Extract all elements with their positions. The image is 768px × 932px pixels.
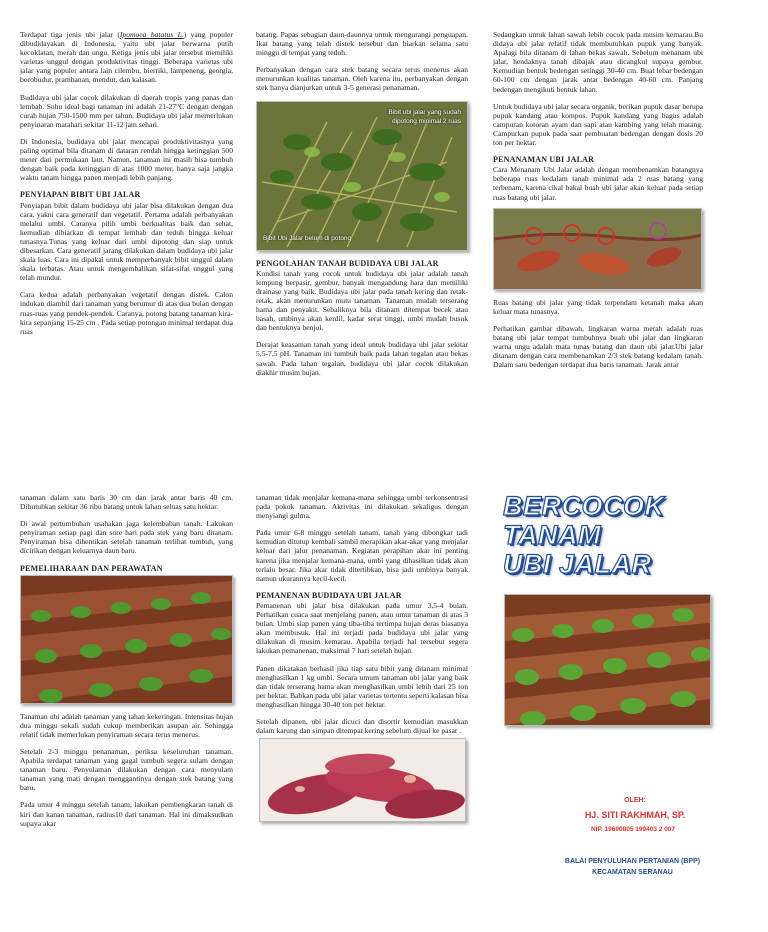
- species-name: Ipomoea batatus L.: [119, 30, 184, 39]
- organization-line-1: BALAI PENYULUHAN PERTANIAN (BPP): [564, 858, 701, 865]
- stem-nodes-image: [494, 209, 701, 289]
- seedling-caption-top: Bibit ubi jalar yang sudah dipotong minimal 2 ruas: [388, 108, 461, 125]
- field-paragraph: Sedangkan untuk lahan sawah lebih cocok pada musim kemarau.Bu didaya ubi jalar relatif tidak membutuhkan pupuk yang banyak. Apalagi bila ditanam di lahan bekas sawah. Sebelum menanam ubi jalar, hendaknya tanah dibajak atau dicangkul supaya gembur. Kemudian bentuk bedengan setinggi 30-40 cm. Buat lebar bedengan 60-100 cm dengan jarak antar bedengan 40-60 cm. Panjang bedengan mengikuti bentuk lahan.: [493, 30, 703, 94]
- altitude-paragraph: Di Indonesia, budidaya ubi jalar mencapai produktivitasnya yang paling optimal bila ditanam di dataran rendah hingga ketinggian 500 meter dari permukaan laut. Namun, tanaman ini masih bisa tumbuh dengan baik pada ketinggian di atas 1000 meter, hanya saja jangka waktu tanam hingga panen menjadi lebih panjang.: [20, 136, 233, 183]
- ph-paragraph: Derajat keasaman tanah yang ideal untuk budidaya ubi jalar sekitar 5,5-7,5 pH. Tanaman ini tumbuh baik pada lahan tegalan atau bekas sawah. Pada lahan tegalan, budidaya ubi jalar cocok dilakukan diakhir musim hujan.: [256, 340, 468, 377]
- diagram-paragraph: Perhatikan gambar dibawah, lingkaran warna merah adalah ruas batang ubi jalar tempat tumbuhnya buah ubi jalar dan lingkaran warna ungu adalah mata tunas batang dan daun ubi jalar.Ubi jalar ditanam dengan cara membenamkan 2/3 stek batang kedalam tanah. Dalam satu bedengan terdapat dua baris tanaman. Jarak antar: [493, 323, 703, 370]
- heading-planting: PENANAMAN UBI JALAR: [493, 155, 595, 165]
- weeding-paragraph: tanaman tidak menjalar kemana-mana sehingga umbi terkonsentrasi pada pokok tanaman. Aktivitas ini dilakukan sekaligus dengan menyiangi gulma.: [256, 493, 468, 521]
- author-name: HJ. SITI RAKHMAH, SP.: [584, 810, 686, 820]
- column-3: [493, 30, 703, 377]
- column-4: [20, 493, 233, 836]
- author-nip: NIP. 19690805 199403 2 007: [590, 826, 676, 833]
- field-rows-image: [21, 576, 232, 703]
- soil-paragraph: Kondisi tanah yang cocok untuk budidaya ubi jalar adalah tanah lempung berpasir, gembur, banyak mengandung hara dan memiliki drainase yang baik. Budidaya ubi jalar pada tanah kering dan retak-retak, akan menurunkan mutu tanaman. Tanaman mudah terserang hama dan penyakit. Sebaliknya bila ditanam ditempat becek atau basah, umbinya akan kerdil, kadar serat tinggi, umbi mudah busuk dan bentuknya benjol.: [256, 268, 468, 333]
- sweet-potato-image: [260, 739, 465, 821]
- drought-paragraph: Tanaman ubi adalah tanaman yang tahan kekeringan. Intensitas hujan dua minggu sekali sudah cukup memberikan asupan air. Sehingga relatif tidak memerlukan penyiraman secara terus menerus.: [20, 711, 233, 739]
- seed-prep-paragraph: Penyiapan bibit dalam budidaya ubi jalar bisa dilakukan dengan dua cara, yakni cara generatif dan vegetatif. Pertama adalah perbanyakan melalui umbi. Caranya pilih umbi berkualitas baik dan sehat, kemudian dibiarkan di tempat lembab dan teduh hingga keluar tunasnya.Tunas yang keluar dari umbi dipotong dan siap untuk dibesarkan. Cara generatif jarang dilakukan dalam budidaya ubi jalar skala luas. Cara ini dipakai untuk memperbanyak bibit unggul dalam skala terbatas. Atau untuk mengembalikan sifat-sifat unggul yang telah mundur.: [20, 200, 233, 283]
- fertilizer-paragraph: Untuk budidaya ubi jalar secara organik, berikan pupuk dasar berupa pupuk kandang atau kompos. Pupuk kandang yang bagus adalah campuran kotoran ayam dan sapi atau kambing yang telah matang. Campurkan pupuk pada saat pembuatan bedengan dengan dosis 20 ton per hektar.: [493, 101, 703, 148]
- column-2: [256, 30, 468, 385]
- cover-title-line-1: BERCOCOK TANAM: [503, 491, 665, 550]
- intro-paragraph: Terdapat tiga jenis ubi jalar (Ipomoea batatus L.) yang populer dibudidayakan di Indonesia, yaitu ubi jalar berwarna putih kecoklatan, merah dan ungu. Ketiga jenis ubi jalar tersebut memiliki varietas unggul dengan produktivitas tinggi. Beberapa varietas ubi jalar yang populer antara lain cilembu, bierriki, lampeneng, georgia, borobudur, prambanan, mendut, dan kalasan.: [20, 30, 233, 85]
- spacing-paragraph: tanaman dalam satu baris 30 cm dan jarak antar baris 40 cm. Dibutuhkan sekitar 36 ribu batang untuk lahan seluas satu hektar.: [20, 493, 233, 512]
- cover-photo: [504, 594, 711, 726]
- by-label: OLEH:: [624, 797, 646, 804]
- organization-line-2: KECAMATAN SERANAU: [592, 869, 673, 876]
- hilling-paragraph: Pada umur 4 minggu setelah tanam, lakukan pembengkaran tanah di kiri dan kanan tanaman, radius10 dari tanaman. Hal ini dimaksudkan supaya akar: [20, 800, 233, 828]
- harvest-paragraph: Pemanenan ubi jalar bisa dilakukan pada umur 3,5-4 bulan. Perhatikan cuaca saat menjelang panen, atau umur tanaman di atas 3 bulan. Umbi siap panen yang tiba-tiba tertimpa hujan deras biasanya akan membusuk. Hal ini terjadi pada budidaya ubi jalar yang dilakukan di musim kemarau. Apabila terjadi hal tersebut segera lakukan pemanenan, maksimal 7 hari setelah hujan.: [256, 600, 468, 656]
- generation-paragraph: Perbanyakan dengan cara stek batang secara terus menerus akan menurunkan kualitas tanaman. Oleh karena itu, perbanyakan dengan stek hanya dianjurkan untuk 3-5 generasi penanaman.: [256, 65, 468, 93]
- seedling-caption-bottom: Bibit Ubi Jalar belum di potong: [263, 235, 352, 243]
- stem-nodes-photo: [493, 208, 702, 290]
- watering-paragraph: Di awal pertumbuhan usahakan jaga kelembaban tanah. Lakukan penyiraman setiap pagi dan sore hari pada stek yang baru ditanam. Penyiraman bisa dihentikan setelah tanaman terlihat tumbuh, yang dicirikan dengan keluarnya daun baru.: [20, 519, 233, 556]
- heading-seed-prep: PENYIAPAN BIBIT UBI JALAR: [20, 190, 141, 200]
- column-5: [256, 493, 468, 822]
- root-tidying-paragraph: Pada umur 6-8 minggu setelah tanam, tanah yang dibongkar tadi kemudian ditutup kembali sambil merapikan akar-akar yang menjalar keluar dari jalur penanaman. Kegiatan perapihan akar ini penting karena jika menjalar kemana-mana, umbi yang dihasilkan tidak akan terlalu besar. Jika akar tidak ditertibkan, bisa jadi umbinya banyak namun ukurannya kecil-kecil.: [256, 528, 468, 583]
- yield-paragraph: Panen dikatakan berhasil jika tiap satu bibit yang ditanam minimal menghasilkan 1 kg umbi. Secara umum tanaman ubi jalar yang baik dan tidak terserang hama akan menghasilkan umbi lebih dari 25 ton per hektar. Bahkan pada ubi jalar varietas tertentu seperti kalasan bisa menghasilkan hingga 30-40 ton per hektar.: [256, 663, 468, 709]
- cutting-continued-paragraph: batang. Papas sebagian daun-daunnya untuk mengurangi penguapan. Ikat batang yang telah distek tersebut dan biarkan selama satu minggu di tempat yang teduh.: [256, 30, 468, 58]
- replanting-paragraph: Setelah 2-3 minggu penanaman, periksa keseluruhan tanaman. Apabila terdapat tanaman yang gagal tumbuh segera sulam dengan tanaman baru. Penyulaman dilakukan dengan cara menyulam tanaman yang mati dengan menggantinya dengan stek batang yang baru.: [20, 746, 233, 793]
- seedling-photo: [256, 101, 468, 251]
- field-rows-photo: [20, 575, 233, 704]
- column-1: [20, 30, 233, 344]
- cover-field-image: [505, 595, 710, 725]
- heading-soil-prep: PENGOLAHAN TANAH BUDIDAYA UBI JALAR: [256, 258, 439, 268]
- cutting-paragraph: Cara kedua adalah perbanyakan vegetatif dengan distek. Calon indukan diambil dari tanaman yang berumur di atas dua bulan dengan ruas-ruas yang pendek-pendek. Caranya, potong batang tanaman kira-kira sepanjang 15-25 cm . Pada setiap potongan minimal terdapat dua ruas: [20, 290, 233, 336]
- cover-title-line-2: UBI JALAR: [503, 549, 652, 579]
- heading-harvest: PEMANENAN BUDIDAYA UBI JALAR: [256, 590, 402, 600]
- node-paragraph: Ruas batang ubi jalar yang tidak terpendam ketanah maka akan keluar mata tunasnya.: [493, 297, 703, 316]
- sweet-potato-photo: [259, 738, 466, 822]
- climate-paragraph: Budidaya ubi jalar cocok dilakukan di daerah tropis yang panas dan lembab. Suhu ideal bagi tanaman ini adalah 21-27°C dengan dengan curah hujan 750-1500 mm per tahun. Budidaya ubi jalar memerlukan penyinaran matahari sekitar 11-12 jam sehari.: [20, 92, 233, 129]
- post-harvest-paragraph: Setelah dipanen, ubi jalar dicuci dan disortir kemudian masukkan dalam karung dan simpan ditempat kering sebelum dijual ke pasar .: [256, 716, 468, 736]
- planting-paragraph: Cara Menanam Ubi Jalar adalah dengan membenamkan batangnya beberapa ruas kedalam tanah minimal ada 2 ruas batang yang terbenam, karena cikal bakal buah ubi jalar akan keluar pada setiap ruas batang ubi jalar.: [493, 165, 703, 202]
- heading-maintenance: PEMELIHARAAN DAN PERAWATAN: [20, 563, 163, 573]
- cover-title: [503, 492, 723, 579]
